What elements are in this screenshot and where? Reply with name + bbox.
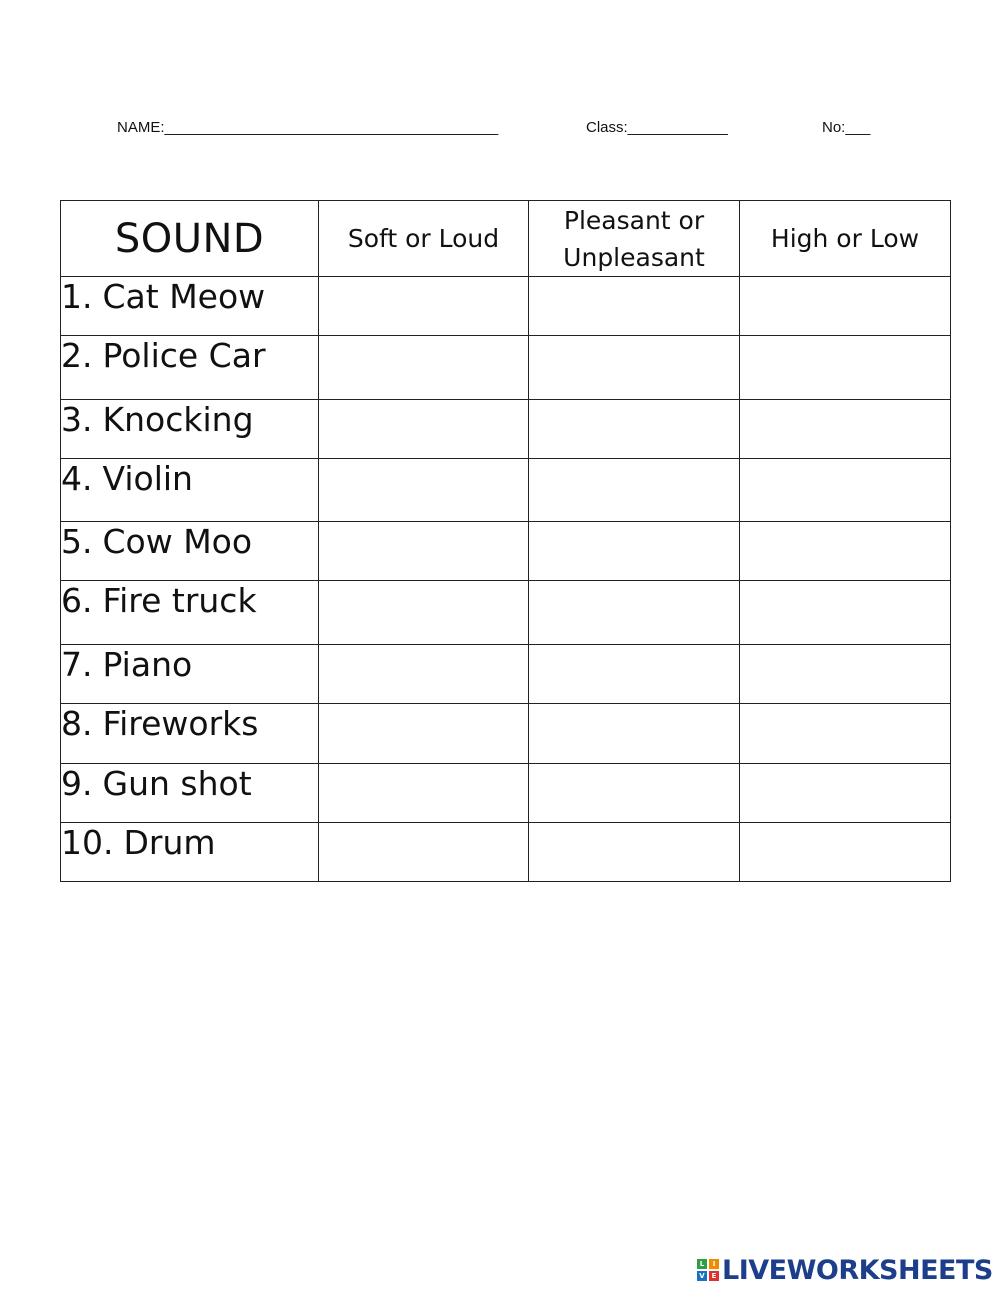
- sound-item-number: 2.: [61, 336, 93, 375]
- sound-item-label: Police Car: [102, 336, 266, 375]
- sound-item-number: 3.: [61, 400, 93, 439]
- answer-cell-high-or-low[interactable]: [740, 277, 951, 336]
- answer-cell-pleasant-or-unpleasant[interactable]: [529, 522, 740, 581]
- column-header-pleasant-line1: Pleasant or: [563, 205, 705, 235]
- logo-text: LIVEWORKSHEETS: [722, 1254, 993, 1286]
- table-row: [61, 277, 951, 336]
- answer-cell-high-or-low[interactable]: [740, 400, 951, 459]
- sound-item-number: 9.: [61, 764, 93, 803]
- answer-cell-soft-or-loud[interactable]: [319, 522, 529, 581]
- answer-cell-high-or-low[interactable]: [740, 459, 951, 522]
- answer-cell-soft-or-loud[interactable]: [319, 336, 529, 400]
- table-row: [61, 400, 951, 459]
- sound-item-number: 10.: [61, 823, 114, 862]
- answer-cell-high-or-low[interactable]: [740, 645, 951, 704]
- sound-item-number: 4.: [61, 459, 93, 498]
- answer-cell-pleasant-or-unpleasant[interactable]: [529, 764, 740, 823]
- answer-cell-high-or-low[interactable]: [740, 823, 951, 882]
- sound-item-cell: [61, 645, 319, 704]
- logo-block-e: E: [709, 1271, 719, 1281]
- answer-cell-soft-or-loud[interactable]: [319, 277, 529, 336]
- answer-cell-pleasant-or-unpleasant[interactable]: [529, 581, 740, 645]
- sound-item-number: 8.: [61, 704, 93, 743]
- column-header-pleasant-or-unpleasant: [529, 201, 740, 277]
- answer-cell-pleasant-or-unpleasant[interactable]: [529, 400, 740, 459]
- answer-cell-pleasant-or-unpleasant[interactable]: [529, 277, 740, 336]
- answer-cell-pleasant-or-unpleasant[interactable]: [529, 645, 740, 704]
- logo-block-v: V: [697, 1271, 707, 1281]
- sound-item-cell: [61, 704, 319, 764]
- answer-cell-high-or-low[interactable]: [740, 522, 951, 581]
- sound-item-label: Cat Meow: [102, 277, 266, 316]
- sound-item-cell: [61, 581, 319, 645]
- sound-item-label: Piano: [102, 645, 193, 684]
- table-row: [61, 522, 951, 581]
- answer-cell-pleasant-or-unpleasant[interactable]: [529, 459, 740, 522]
- table-row: [61, 459, 951, 522]
- answer-cell-high-or-low[interactable]: [740, 336, 951, 400]
- answer-cell-pleasant-or-unpleasant[interactable]: [529, 336, 740, 400]
- class-field[interactable]: Class:____________: [586, 119, 728, 136]
- sound-item-cell: [61, 277, 319, 336]
- table-row: [61, 764, 951, 823]
- logo-blocks-icon: [697, 1259, 719, 1281]
- sound-item-label: Knocking: [102, 400, 254, 439]
- sound-item-cell: [61, 336, 319, 400]
- sound-item-label: Drum: [123, 823, 216, 862]
- answer-cell-soft-or-loud[interactable]: [319, 704, 529, 764]
- answer-cell-soft-or-loud[interactable]: [319, 581, 529, 645]
- sound-item-number: 6.: [61, 581, 93, 620]
- answer-cell-high-or-low[interactable]: [740, 764, 951, 823]
- sound-item-cell: [61, 459, 319, 522]
- answer-cell-soft-or-loud[interactable]: [319, 823, 529, 882]
- table-row: [61, 704, 951, 764]
- logo-block-i: I: [709, 1259, 719, 1269]
- sound-item-number: 1.: [61, 277, 93, 316]
- name-field[interactable]: NAME:________________________________________: [117, 119, 499, 136]
- sound-item-label: Fireworks: [102, 704, 259, 743]
- sound-item-label: Cow Moo: [102, 522, 253, 561]
- sound-item-cell: [61, 764, 319, 823]
- answer-cell-pleasant-or-unpleasant[interactable]: [529, 823, 740, 882]
- answer-cell-soft-or-loud[interactable]: [319, 459, 529, 522]
- sound-table: [60, 200, 951, 882]
- number-field[interactable]: No:___: [822, 119, 871, 136]
- sound-item-number: 7.: [61, 645, 93, 684]
- answer-cell-soft-or-loud[interactable]: [319, 400, 529, 459]
- answer-cell-soft-or-loud[interactable]: [319, 764, 529, 823]
- answer-cell-high-or-low[interactable]: [740, 581, 951, 645]
- table-row: [61, 336, 951, 400]
- sound-item-cell: [61, 823, 319, 882]
- sound-item-cell: [61, 400, 319, 459]
- column-header-pleasant-line2: Unpleasant: [563, 242, 705, 272]
- column-header-sound: SOUND: [61, 201, 319, 277]
- column-header-soft-or-loud: Soft or Loud: [319, 201, 529, 277]
- sound-item-label: Fire truck: [102, 581, 257, 620]
- sound-item-cell: [61, 522, 319, 581]
- answer-cell-soft-or-loud[interactable]: [319, 645, 529, 704]
- column-header-high-or-low: High or Low: [740, 201, 951, 277]
- table-row: [61, 581, 951, 645]
- table-header-row: [61, 201, 951, 277]
- answer-cell-high-or-low[interactable]: [740, 704, 951, 764]
- logo-block-l: L: [697, 1259, 707, 1269]
- sound-item-number: 5.: [61, 522, 93, 561]
- sound-item-label: Violin: [102, 459, 193, 498]
- answer-cell-pleasant-or-unpleasant[interactable]: [529, 704, 740, 764]
- table-row: [61, 645, 951, 704]
- table-row: [61, 823, 951, 882]
- sound-item-label: Gun shot: [102, 764, 252, 803]
- liveworksheets-logo: [697, 1254, 993, 1286]
